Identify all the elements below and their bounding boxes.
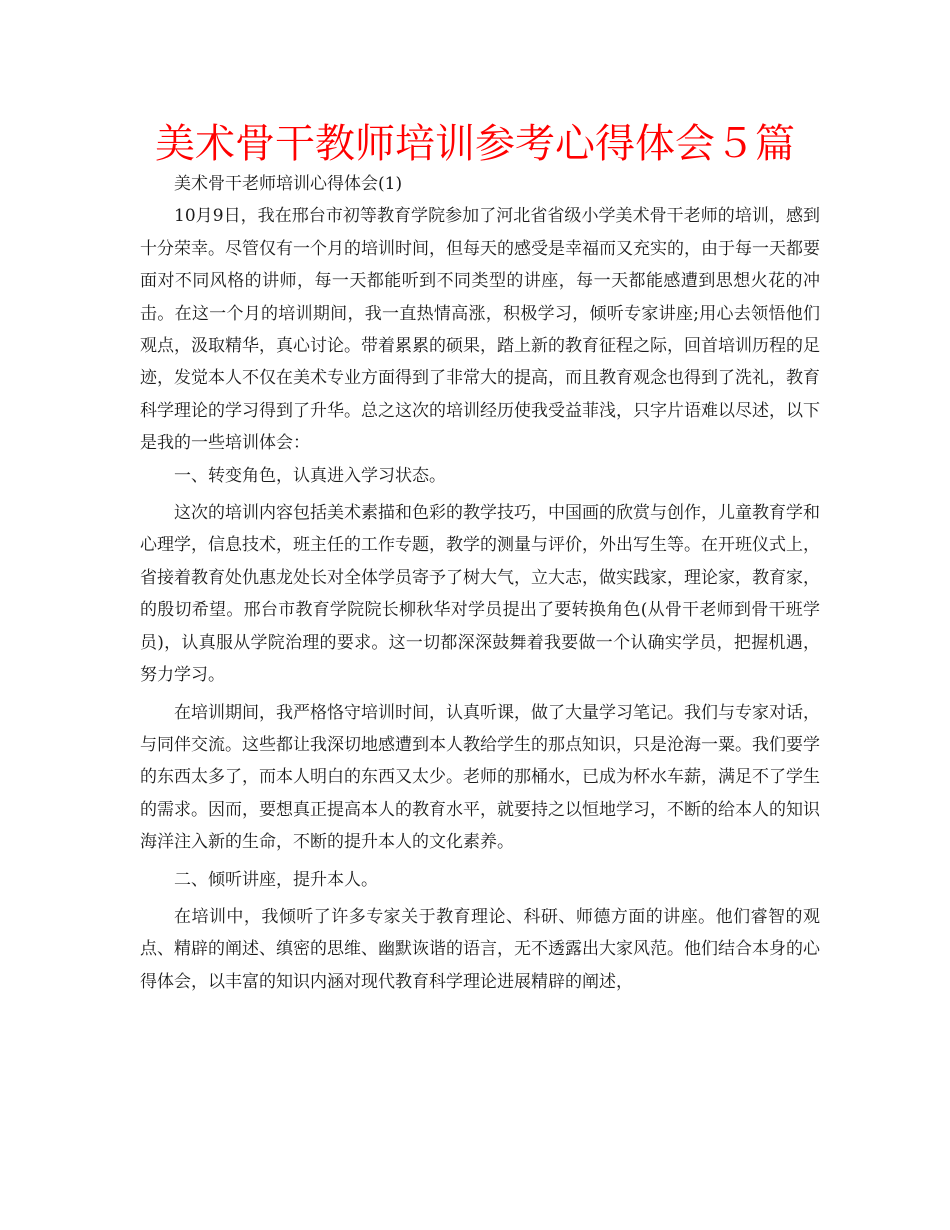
paragraph-lectures: 在培训中，我倾听了许多专家关于教育理论、科研、师德方面的讲座。他们睿智的观点、精辟的阐述、缜密的思维、幽默诙谐的语言，无不透露出大家风范。他们结合本身的心得体会，以丰富的知识内涵对现代教育科学理论进展精辟的阐述， xyxy=(140,906,820,992)
paragraph-training-content: 这次的培训内容包括美术素描和色彩的教学技巧，中国画的欣赏与创作，儿童教育学和心理学，信息技术，班主任的工作专题，教学的测量与评价，外出写生等。在开班仪式上，省接着教育处仇惠龙处长对全体学员寄予了树大气，立大志，做实践家，理论家，教育家，的殷切希望。邢台市教育学院院长柳秋华对学员提出了要转换角色(从骨干老师到骨干班学员)，认真服从学院治理的要求。这一切都深深鼓舞着我要做一个认确实学员，把握机遇，努力学习。 xyxy=(140,503,820,686)
heading-two: 二、倾听讲座，提升本人。 xyxy=(174,869,378,890)
paragraph-intro: 10月9日，我在邢台市初等教育学院参加了河北省省级小学美术骨干老师的培训，感到十分荣幸。尽管仅有一个月的培训时间，但每天的感受是幸福而又充实的，由于每一天都要面对不同风格的讲师，每一天都能听到不同类型的讲座，每一天都能感遭到思想火花的冲击。在这一个月的培训期间，我一直热情高涨，积极学习，倾听专家讲座;用心去领悟他们观点，汲取精华，真心讨论。带着累累的硕果，踏上新的教育征程之际，回首培训历程的足迹，发觉本人不仅在美术专业方面得到了非常大的提高，而且教育观念也得到了洗礼，教育科学理论的学习得到了升华。总之这次的培训经历使我受益菲浅，只字片语难以尽述，以下是我的一些培训体会： xyxy=(140,206,820,454)
paragraph-training-period: 在培训期间，我严格恪守培训时间，认真听课，做了大量学习笔记。我们与专家对话，与同伴交流。这些都让我深切地感遭到本人教给学生的那点知识，只是沧海一粟。我们要学的东西太多了，而本人明白的东西又太少。老师的那桶水，已成为杯水车薪，满足不了学生的需求。因而，要想真正提高本人的教育水平，就要持之以恒地学习，不断的给本人的知识海洋注入新的生命，不断的提升本人的文化素养。 xyxy=(140,702,820,853)
document-body xyxy=(140,168,820,998)
document-title: 美术骨干教师培训参考心得体会５篇 xyxy=(155,121,795,167)
section-subtitle: 美术骨干老师培训心得体会(1) xyxy=(174,174,403,194)
heading-one: 一、转变角色，认真进入学习状态。 xyxy=(174,465,446,486)
